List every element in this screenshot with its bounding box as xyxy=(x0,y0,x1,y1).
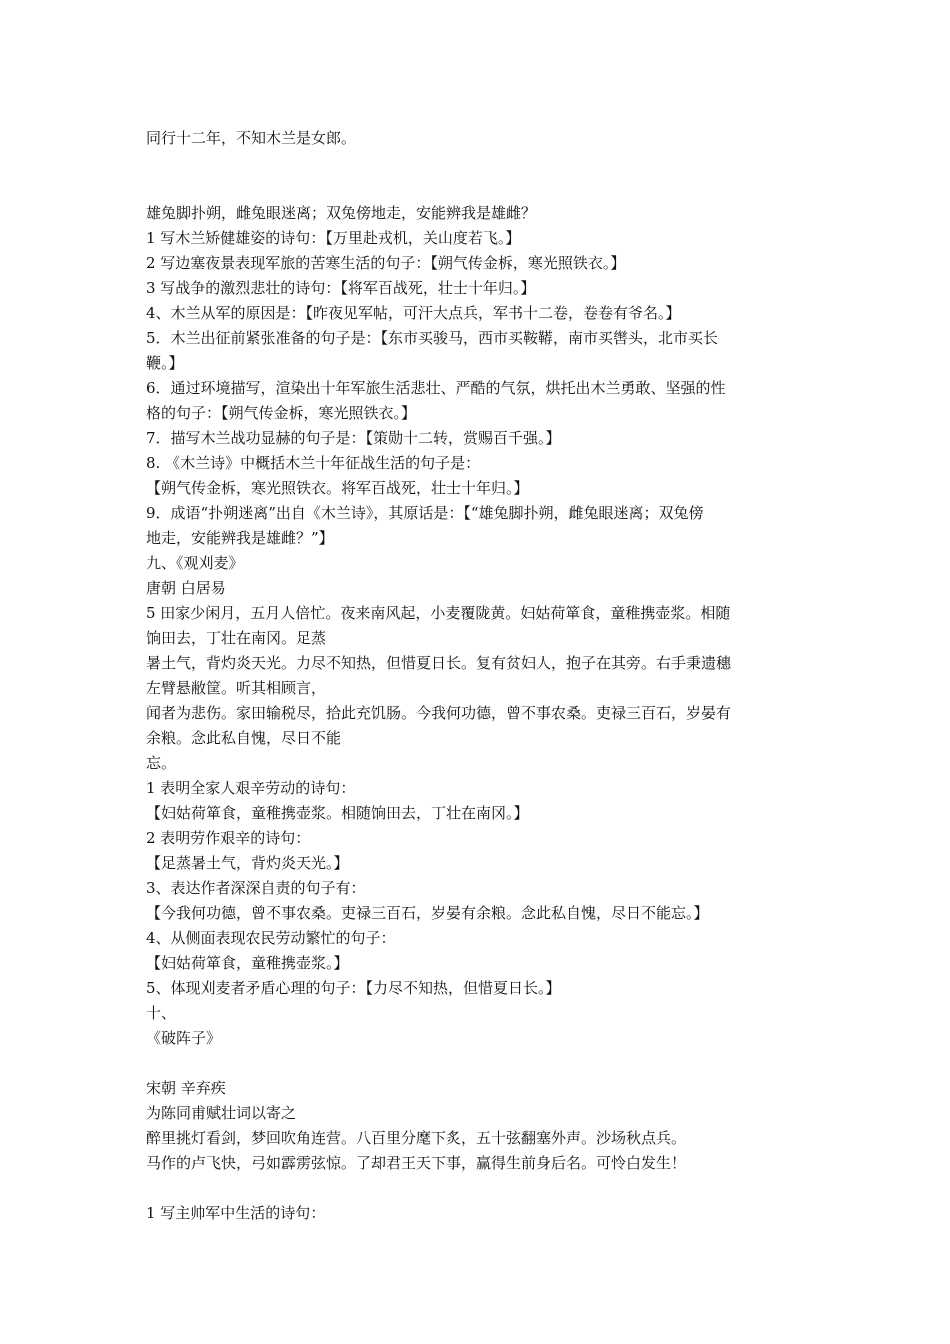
text-line: 地走，安能辨我是雄雌？”】 xyxy=(146,529,334,547)
text-line: 1 表明全家人艰辛劳动的诗句： xyxy=(146,779,356,797)
text-line: 3、表达作者深深自责的句子有： xyxy=(146,879,366,897)
text-line: 【足蒸暑土气，背灼炎天光。】 xyxy=(146,854,349,872)
text-line: 1 写木兰矫健雄姿的诗句：【万里赴戎机，关山度若飞。】 xyxy=(146,229,521,247)
poem-line: 5 田家少闲月，五月人倍忙。夜来南风起，小麦覆陇黄。妇姑荷箪食，童稚携壶浆。相随 xyxy=(146,604,731,622)
text-line: 格的句子：【朔气传金柝，寒光照铁衣。】 xyxy=(146,404,417,422)
text-line: 【妇姑荷箪食，童稚携壶浆。】 xyxy=(146,954,349,972)
poem-line: 闻者为悲伤。家田输税尽，拾此充饥肠。今我何功德，曾不事农桑。吏禄三百石，岁晏有 xyxy=(146,704,732,722)
text-line: 鞭。】 xyxy=(146,354,184,372)
poem-subtitle: 为陈同甫赋壮词以寄之 xyxy=(146,1104,297,1122)
author-line: 宋朝 辛弃疾 xyxy=(146,1079,226,1097)
text-line: 1 写主帅军中生活的诗句： xyxy=(146,1204,326,1222)
text-line: 【朔气传金柝，寒光照铁衣。将军百战死，壮士十年归。】 xyxy=(146,479,529,497)
poem-title: 《破阵子》 xyxy=(146,1029,222,1047)
text-line: 6．通过环境描写，渲染出十年军旅生活悲壮、严酷的气氛，烘托出木兰勇敢、坚强的性 xyxy=(146,379,726,397)
poem-line: 余粮。念此私自愧，尽日不能 xyxy=(146,729,342,747)
poem-line: 暑土气，背灼炎天光。力尽不知热，但惜夏日长。复有贫妇人，抱子在其旁。右手秉遗穗 xyxy=(146,654,732,672)
text-line: 3 写战争的激烈悲壮的诗句：【将军百战死，壮士十年归。】 xyxy=(146,279,536,297)
poem-line: 左臂悬敝筐。听其相顾言， xyxy=(146,679,327,697)
section-heading: 九、《观刈麦》 xyxy=(146,554,244,572)
poem-line: 马作的卢飞快，弓如霹雳弦惊。了却君王天下事，赢得生前身后名。可怜白发生！ xyxy=(146,1154,687,1172)
poem-line: 醉里挑灯看剑，梦回吹角连营。八百里分麾下炙，五十弦翻塞外声。沙场秋点兵。 xyxy=(146,1129,687,1147)
author-line: 唐朝 白居易 xyxy=(146,579,226,597)
text-line: 5、体现刈麦者矛盾心理的句子：【力尽不知热，但惜夏日长。】 xyxy=(146,979,561,997)
section-heading: 十、 xyxy=(146,1004,177,1022)
text-line: 2 写边塞夜景表现军旅的苦寒生活的句子：【朔气传金柝，寒光照铁衣。】 xyxy=(146,254,626,272)
text-line: 2 表明劳作艰辛的诗句： xyxy=(146,829,311,847)
text-line: 4、从侧面表现农民劳动繁忙的句子： xyxy=(146,929,396,947)
text-line: 9．成语“扑朔迷离”出自《木兰诗》，其原话是：【“雄兔脚扑朔，雌兔眼迷离；双兔傍 xyxy=(146,504,704,522)
text-line: 8. 《木兰诗》中概括木兰十年征战生活的句子是： xyxy=(146,454,481,472)
text-line: 7．描写木兰战功显赫的句子是：【策勋十二转，赏赐百千强。】 xyxy=(146,429,561,447)
text-line: 4、木兰从军的原因是：【昨夜见军帖，可汗大点兵，军书十二卷，卷卷有爷名。】 xyxy=(146,304,681,322)
poem-line: 饷田去，丁壮在南冈。足蒸 xyxy=(146,629,327,647)
text-line: 5．木兰出征前紧张准备的句子是：【东市买骏马，西市买鞍鞯，南市买辔头，北市买长 xyxy=(146,329,719,347)
text-line: 同行十二年，不知木兰是女郎。 xyxy=(146,129,357,147)
poem-line: 忘。 xyxy=(146,754,177,772)
text-line: 【妇姑荷箪食，童稚携壶浆。相随饷田去，丁壮在南冈。】 xyxy=(146,804,529,822)
text-line: 雄兔脚扑朔，雌兔眼迷离；双兔傍地走，安能辨我是雄雌？ xyxy=(146,204,537,222)
text-line: 【今我何功德，曾不事农桑。吏禄三百石，岁晏有余粮。念此私自愧，尽日不能忘。】 xyxy=(146,904,709,922)
